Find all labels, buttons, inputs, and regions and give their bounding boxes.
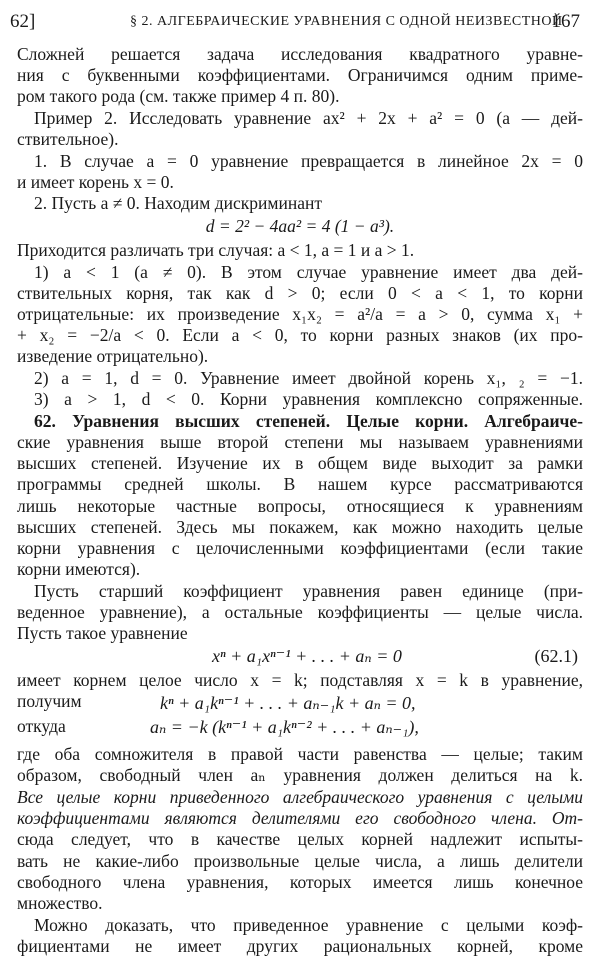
section-heading-line: 62. Уравнения высших степеней. Целые корни. Алгебраиче- [34, 411, 583, 431]
discriminant-formula: d = 2² − 4aa² = 4 (1 − a³). [205, 216, 395, 236]
text-line: высших степеней. Здесь мы покажем, как можно находить целые [17, 517, 583, 537]
equation-number: (62.1) [534, 646, 578, 666]
text-line: получим [17, 691, 82, 711]
text-line: ром такого рода (см. также пример 4 п. 80). [17, 86, 340, 106]
theorem-line: Все целые корни приведенного алгебраического уравнения с целыми [17, 787, 583, 807]
text-line: высших степеней. Изучение их в общем виде выходит за рамки [17, 453, 583, 473]
theorem-line: коэффициентами являются делителями его свободного члена. От- [17, 808, 583, 828]
text-line: образом, свободный член aₙ уравнения должен делиться на k. [17, 765, 583, 785]
equation-62-1: xⁿ + a₁xⁿ⁻¹ + . . . + aₙ = 0 [212, 646, 402, 666]
text-line: сюда следует, что в качестве целых корней надлежит испыты- [17, 829, 583, 849]
text-line: и имеет корень x = 0. [17, 172, 174, 192]
text-line: фициентами не имеет других рациональных корней, кроме [17, 936, 583, 956]
text-line: Пусть такое уравнение [17, 623, 188, 643]
text-line: 2. Пусть a ≠ 0. Находим дискриминант [34, 193, 322, 213]
text-line: изведение отрицательно). [17, 346, 209, 366]
text-line: свободного члена уравнения, которых имеется лишь конечное [17, 872, 583, 892]
example-heading-line: Пример 2. Исследовать уравнение ax² + 2x + a² = 0 (a — дей- [34, 108, 583, 128]
free-term-equation: aₙ = −k (kⁿ⁻¹ + a₁kⁿ⁻² + . . . + aₙ₋₁), [150, 717, 419, 737]
text-line: ствительное). [17, 129, 119, 149]
text-line: Сложней решается задача исследования квадратного уравне- [17, 44, 583, 64]
text-line: 3) a > 1, d < 0. Корни уравнения комплексно сопряженные. [34, 389, 583, 409]
text-line: Пусть старший коэффициент уравнения равен единице (при- [34, 581, 583, 601]
text-line: 2) a = 1, d = 0. Уравнение имеет двойной корень x₁, ₂ = −1. [34, 368, 583, 388]
text-line: корни уравнения с целочисленными коэффициентами (если такие [17, 538, 583, 558]
text-line: лишь некоторые частные вопросы, относящиеся к уравнениям [17, 496, 583, 516]
running-header [0, 11, 600, 35]
text-line: 1. В случае a = 0 уравнение превращается в линейное 2x = 0 [34, 151, 583, 171]
text-line: ния с буквенными коэффициентами. Ограничимся одним приме- [17, 65, 583, 85]
text-line: ские уравнения выше второй степени мы называем уравнениями [17, 432, 583, 452]
text-line: веденное уравнение), а остальные коэффициенты — целые числа. [17, 602, 583, 622]
text-line: имеет корнем целое число x = k; подставляя x = k в уравнение, [17, 670, 583, 690]
text-line: ствительных корня, так как d > 0; если 0 < a < 1, то корни [17, 283, 583, 303]
text-line: + x₂ = −2/a < 0. Если a < 0, то корни разных знаков (их про- [17, 325, 583, 345]
running-title: § 2. АЛГЕБРАИЧЕСКИЕ УРАВНЕНИЯ С ОДНОЙ НЕИЗВЕСТНОЙ [130, 14, 563, 29]
text-line: множество. [17, 893, 103, 913]
text-line: отрицательные: их произведение x₁x₂ = a²/a = a > 0, сумма x₁ + [17, 304, 583, 324]
text-line: корни имеются). [17, 559, 141, 579]
substituted-equation: kⁿ + a₁kⁿ⁻¹ + . . . + aₙ₋₁k + aₙ = 0, [160, 693, 416, 713]
text-line: Можно доказать, что приведенное уравнение с целыми коэф- [34, 915, 583, 935]
text-line: 1) a < 1 (a ≠ 0). В этом случае уравнение имеет два дей- [34, 262, 583, 282]
text-line: где оба сомножителя в правой части равенства — целые; таким [17, 744, 583, 764]
text-line: вать не какие-либо произвольные целые числа, а лишь делители [17, 851, 583, 871]
page-section-number: 62] [10, 11, 36, 32]
text-line: программы средней школы. В нашем курсе рассматриваются [17, 474, 583, 494]
text-line: откуда [17, 716, 66, 736]
text-line: Приходится различать три случая: a < 1, a = 1 и a > 1. [17, 240, 415, 260]
page-number: 167 [551, 11, 580, 32]
